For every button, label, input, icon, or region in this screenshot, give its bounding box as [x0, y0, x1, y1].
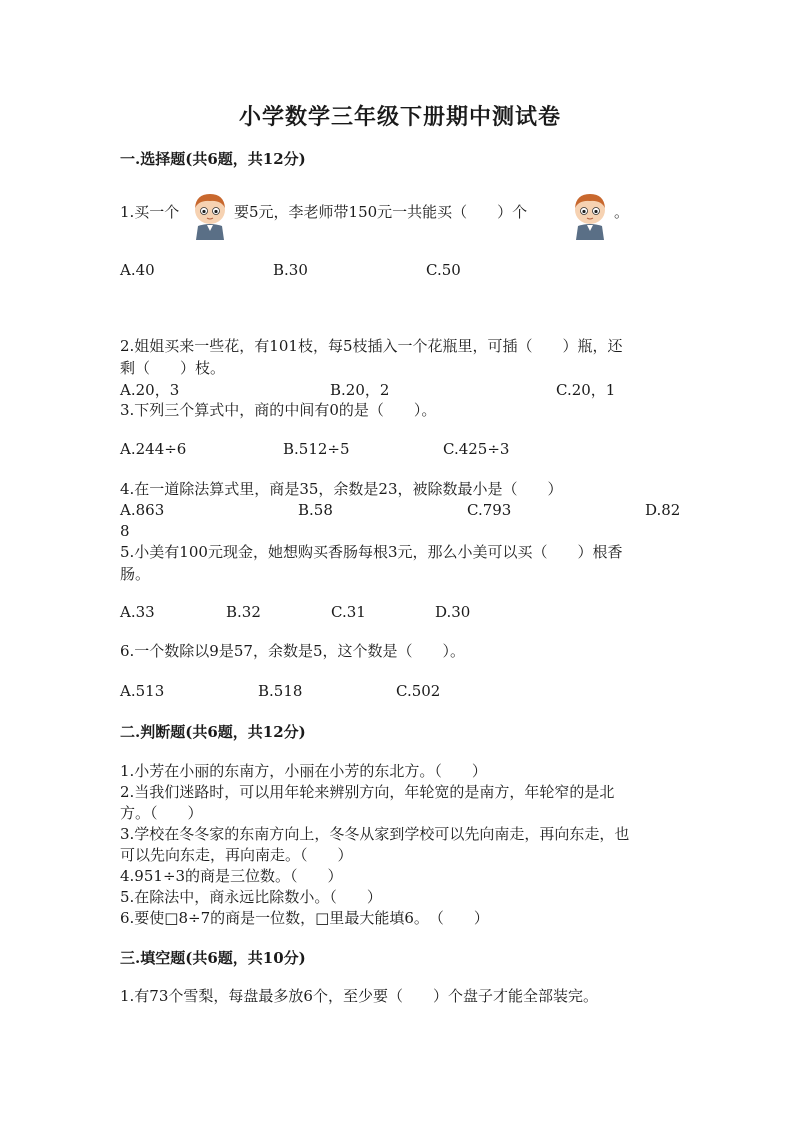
question-1-option-a: A.40: [120, 261, 155, 279]
question-1-part3: 。: [614, 203, 630, 221]
question-4-option-c: C.793: [467, 501, 512, 519]
judge-line-6: 4.951÷3的商是三位数。（ ）: [120, 867, 343, 885]
section-heading-choice: 一.选择题(共6题，共12分): [120, 150, 306, 168]
section-heading-fill: 三.填空题(共6题，共10分): [120, 949, 306, 967]
judge-line-5: 可以先向东走，再向南走。（ ）: [120, 846, 353, 864]
question-3-option-b: B.512÷5: [283, 440, 350, 458]
question-5-line2: 肠。: [120, 565, 151, 583]
judge-line-8: 6.要使□8÷7的商是一位数，□里最大能填6。 （ ）: [120, 909, 489, 927]
section-heading-judge: 二.判断题(共6题，共12分): [120, 723, 306, 741]
question-6-option-b: B.518: [258, 682, 303, 700]
question-5-option-c: C.31: [331, 603, 366, 621]
question-2-option-b: B.20，2: [330, 381, 390, 399]
question-1-part1: 1.买一个: [120, 203, 180, 221]
question-6-option-c: C.502: [396, 682, 441, 700]
question-6-option-a: A.513: [120, 682, 165, 700]
boy-cartoon-icon: [568, 190, 612, 242]
question-1-option-c: C.50: [426, 261, 461, 279]
page-title: 小学数学三年级下册期中测试卷: [238, 104, 561, 130]
question-2-option-c: C.20，1: [556, 381, 616, 399]
judge-line-2: 2.当我们迷路时，可以用年轮来辨别方向，年轮宽的是南方，年轮窄的是北: [120, 783, 615, 801]
judge-line-7: 5.在除法中，商永远比除数小。（ ）: [120, 888, 382, 906]
question-4-option-d-wrap: 8: [120, 522, 130, 540]
question-2-line2: 剩（ ）枝。: [120, 359, 226, 377]
judge-line-3: 方。（ ）: [120, 804, 203, 822]
question-6-text: 6.一个数除以9是57，余数是5，这个数是（ ）。: [120, 642, 465, 660]
question-5-option-a: A.33: [120, 603, 155, 621]
question-4-option-d: D.82: [645, 501, 681, 519]
fill-question-1: 1.有73个雪梨，每盘最多放6个，至少要（ ）个盘子才能全部装完。: [120, 987, 598, 1005]
question-1-option-b: B.30: [273, 261, 308, 279]
question-3-text: 3.下列三个算式中，商的中间有0的是（ ）。: [120, 401, 437, 419]
question-1-part2: 要5元，李老师带150元一共能买（ ）个: [234, 203, 528, 221]
question-4-option-b: B.58: [298, 501, 333, 519]
question-5-line1: 5.小美有100元现金，她想购买香肠每根3元，那么小美可以买（ ）根香: [120, 543, 623, 561]
question-2-line1: 2.姐姐买来一些花，有101枝，每5枝插入一个花瓶里，可插（ ）瓶，还: [120, 337, 623, 355]
question-4-option-a: A.863: [120, 501, 165, 519]
question-3-option-a: A.244÷6: [120, 440, 187, 458]
judge-line-4: 3.学校在冬冬家的东南方向上，冬冬从家到学校可以先向南走，再向东走，也: [120, 825, 630, 843]
question-5-option-b: B.32: [226, 603, 261, 621]
question-3-option-c: C.425÷3: [443, 440, 510, 458]
question-4-text: 4.在一道除法算式里，商是35，余数是23，被除数最小是（ ）: [120, 480, 563, 498]
question-2-option-a: A.20，3: [120, 381, 180, 399]
question-5-option-d: D.30: [435, 603, 471, 621]
judge-line-1: 1.小芳在小丽的东南方，小丽在小芳的东北方。（ ）: [120, 762, 487, 780]
boy-cartoon-icon: [188, 190, 232, 242]
